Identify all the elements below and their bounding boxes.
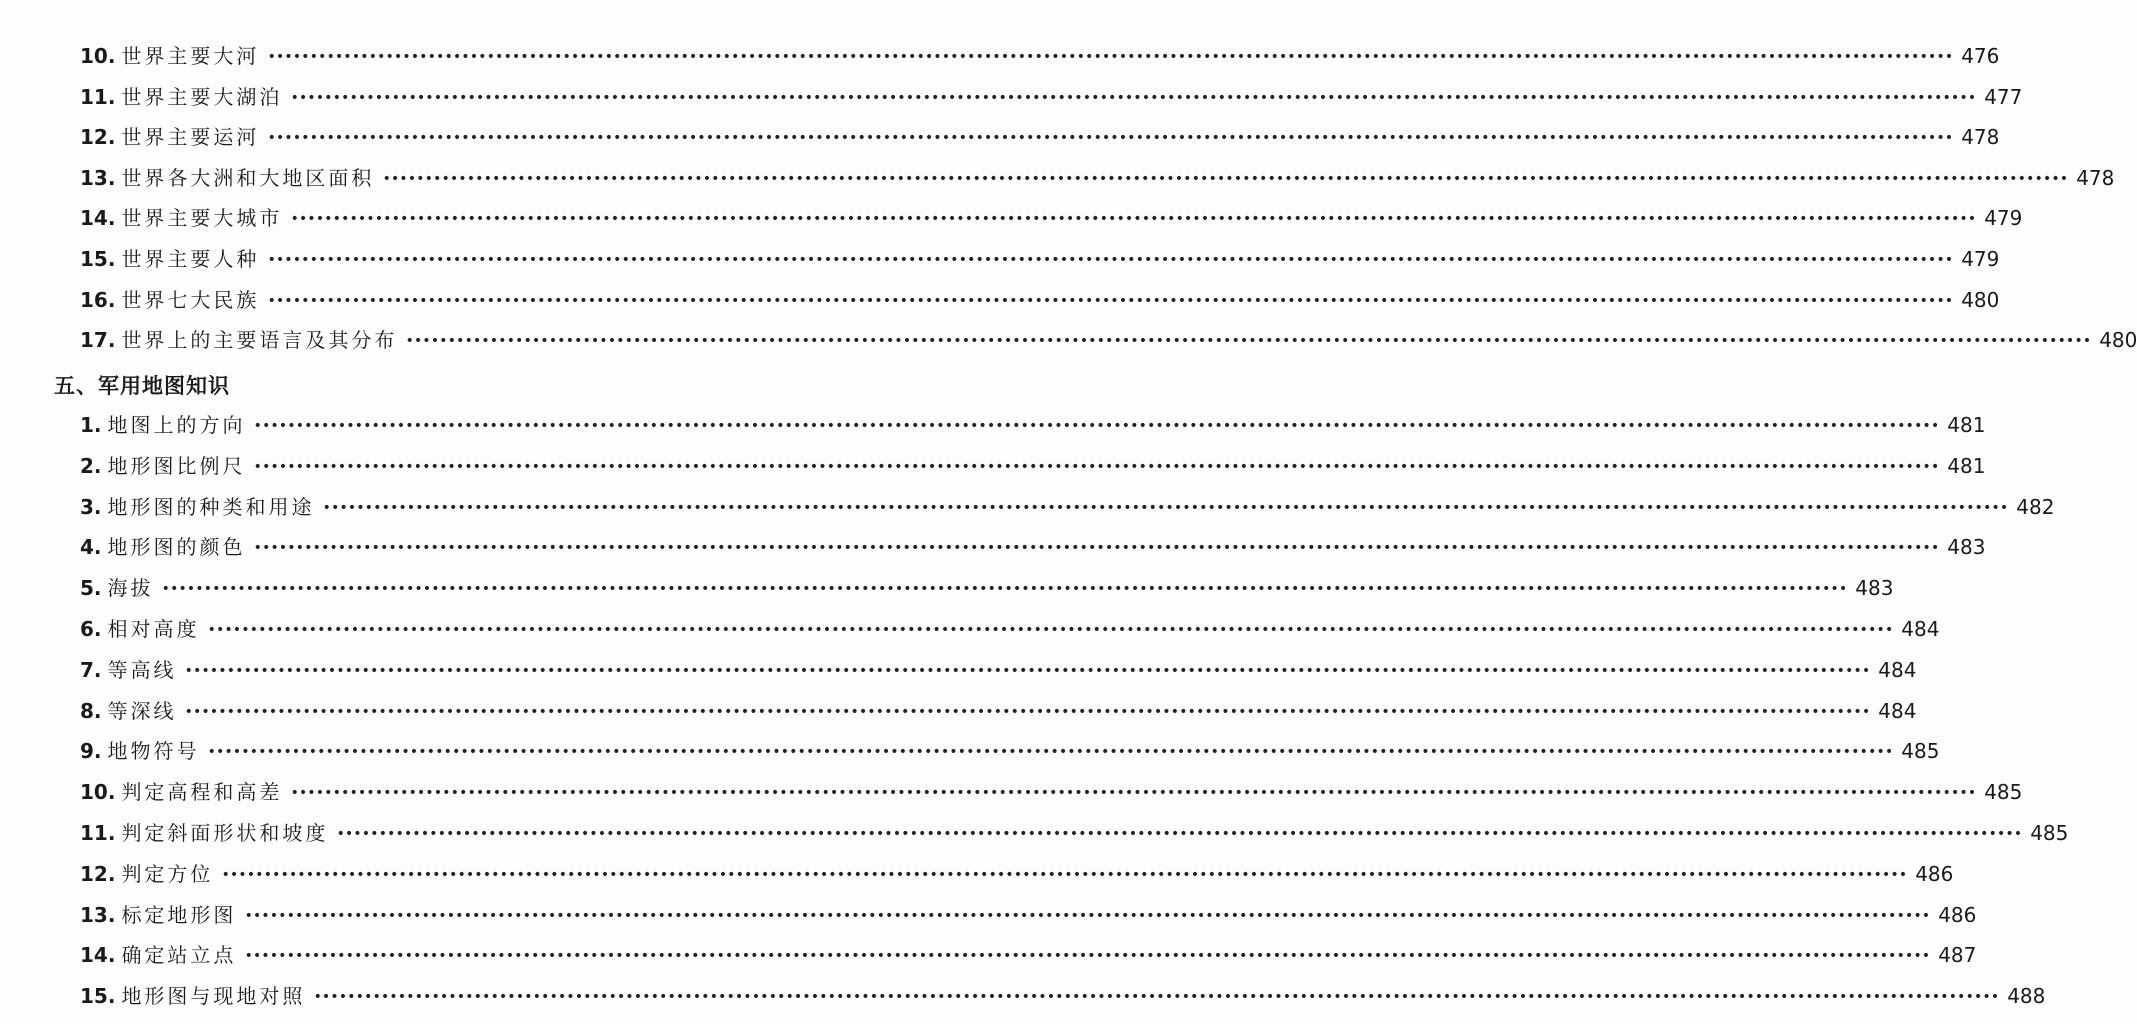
toc-entry-number: 16.	[80, 287, 116, 312]
toc-entry	[80, 284, 2000, 314]
toc-entry-page-number: 481	[1947, 453, 1986, 478]
toc-entry	[80, 324, 2137, 354]
toc-entry-title: 确定站立点	[121, 943, 237, 968]
toc-entry	[80, 81, 2023, 111]
toc-entry-number: 12.	[80, 861, 116, 886]
toc-entry-number: 11.	[80, 84, 116, 109]
toc-entry-number: 3.	[80, 494, 102, 519]
toc-dot-leader: ••••••••••••••••••••••••••••••••••••••••••••••••••••••••••••••••••••••••••••••••••••••••••••••••••••••••••••••••••••••••••••••••••••••••••••••••••••••••••••••••••••••••••••••••••••••••••••••••••••••••	[382, 170, 2069, 187]
toc-entry-title: 地物符号	[107, 739, 200, 764]
toc-entry-page-number: 479	[1984, 206, 2023, 231]
toc-dot-leader: ••••••••••••••••••••••••••••••••••••••••••••••••••••••••••••••••••••••••••••••••••••••••••••••••••••••••••••••••••••••••••••••••••••••••••••••••••••••••••••••••••••••••••••••••••••••••••••••••••••••••	[184, 662, 1871, 679]
toc-entry-number: 7.	[80, 657, 102, 682]
toc-dot-leader: ••••••••••••••••••••••••••••••••••••••••••••••••••••••••••••••••••••••••••••••••••••••••••••••••••••••••••••••••••••••••••••••••••••••••••••••••••••••••••••••••••••••••••••••••••••••••••••••••••••••••	[267, 49, 1954, 65]
toc-entry-number: 4.	[80, 535, 102, 560]
toc-dot-leader: ••••••••••••••••••••••••••••••••••••••••••••••••••••••••••••••••••••••••••••••••••••••••••••••••••••••••••••••••••••••••••••••••••••••••••••••••••••••••••••••••••••••••••••••••••••••••••••••••••••••••	[184, 703, 1871, 720]
toc-dot-leader: ••••••••••••••••••••••••••••••••••••••••••••••••••••••••••••••••••••••••••••••••••••••••••••••••••••••••••••••••••••••••••••••••••••••••••••••••••••••••••••••••••••••••••••••••••••••••••••••••••••••••	[267, 292, 1954, 309]
toc-entry-number: 13.	[80, 902, 116, 927]
toc-entry-title: 世界主要大城市	[121, 206, 283, 231]
toc-entry-number: 11.	[80, 821, 116, 845]
toc-entry-title: 地形图的种类和用途	[107, 494, 315, 519]
toc-entry-page-number: 484	[1878, 698, 1917, 723]
toc-entry	[80, 817, 2069, 847]
toc-entry-title: 标定地形图	[121, 902, 237, 927]
toc-entry-number: 12.	[80, 125, 116, 150]
toc-entry-title: 世界主要大河	[121, 44, 260, 68]
toc-dot-leader: ••••••••••••••••••••••••••••••••••••••••••••••••••••••••••••••••••••••••••••••••••••••••••••••••••••••••••••••••••••••••••••••••••••••••••••••••••••••••••••••••••••••••••••••••••••••••••••••••••••••••	[290, 785, 1977, 802]
toc-entry-page-number: 485	[2030, 821, 2069, 845]
toc-entry	[80, 939, 1977, 969]
toc-entry-page-number: 477	[1984, 84, 2023, 109]
toc-dot-leader: ••••••••••••••••••••••••••••••••••••••••••••••••••••••••••••••••••••••••••••••••••••••••••••••••••••••••••••••••••••••••••••••••••••••••••••••••••••••••••••••••••••••••••••••••••••••••••••••••••••••••	[313, 989, 2000, 1006]
toc-entry-number: 6.	[80, 617, 102, 641]
toc-entry-page-number: 484	[1901, 617, 1940, 641]
toc-entry-title: 世界上的主要语言及其分布	[121, 328, 398, 353]
toc-dot-leader: ••••••••••••••••••••••••••••••••••••••••••••••••••••••••••••••••••••••••••••••••••••••••••••••••••••••••••••••••••••••••••••••••••••••••••••••••••••••••••••••••••••••••••••••••••••••••••••••••••••••••	[253, 540, 1940, 557]
toc-entry-page-number: 479	[1961, 247, 2000, 271]
toc-entry-page-number: 481	[1947, 413, 1986, 437]
toc-entry-number: 14.	[80, 206, 116, 231]
toc-entry-number: 17.	[80, 328, 116, 353]
section-heading: 五、军用地图知识	[54, 374, 230, 398]
toc-entry-title: 判定方位	[121, 861, 214, 886]
toc-entry	[80, 491, 2055, 521]
toc-entry-page-number: 485	[1984, 780, 2023, 805]
toc-dot-leader: ••••••••••••••••••••••••••••••••••••••••••••••••••••••••••••••••••••••••••••••••••••••••••••••••••••••••••••••••••••••••••••••••••••••••••••••••••••••••••••••••••••••••••••••••••••••••••••••••••••••••	[207, 622, 1894, 638]
toc-entry	[80, 980, 2046, 1010]
toc-entry-page-number: 480	[2099, 328, 2137, 353]
toc-entry-title: 地图上的方向	[107, 413, 246, 437]
toc-entry	[80, 409, 1986, 439]
toc-entry-title: 世界主要人种	[121, 247, 260, 271]
toc-dot-leader: ••••••••••••••••••••••••••••••••••••••••••••••••••••••••••••••••••••••••••••••••••••••••••••••••••••••••••••••••••••••••••••••••••••••••••••••••••••••••••••••••••••••••••••••••••••••••••••••••••••••••	[253, 458, 1940, 475]
toc-entry-page-number: 476	[1961, 44, 2000, 68]
toc-entry-number: 10.	[80, 44, 116, 68]
toc-entry-title: 世界七大民族	[121, 287, 260, 312]
toc-dot-leader: ••••••••••••••••••••••••••••••••••••••••••••••••••••••••••••••••••••••••••••••••••••••••••••••••••••••••••••••••••••••••••••••••••••••••••••••••••••••••••••••••••••••••••••••••••••••••••••••••••••••••	[221, 866, 1908, 883]
toc-entry-number: 9.	[80, 739, 102, 764]
toc-entry	[80, 531, 1986, 561]
toc-dot-leader: ••••••••••••••••••••••••••••••••••••••••••••••••••••••••••••••••••••••••••••••••••••••••••••••••••••••••••••••••••••••••••••••••••••••••••••••••••••••••••••••••••••••••••••••••••••••••••••••••••••••••	[336, 826, 2023, 842]
toc-entry	[80, 613, 1940, 643]
toc-entry-number: 15.	[80, 984, 116, 1009]
toc-entry-title: 世界各大洲和大地区面积	[121, 165, 375, 190]
toc-entry-title: 地形图比例尺	[107, 453, 246, 478]
toc-entry	[80, 776, 2023, 806]
toc-dot-leader: ••••••••••••••••••••••••••••••••••••••••••••••••••••••••••••••••••••••••••••••••••••••••••••••••••••••••••••••••••••••••••••••••••••••••••••••••••••••••••••••••••••••••••••••••••••••••••••••••••••••••	[267, 130, 1954, 147]
toc-entry-title: 世界主要大湖泊	[121, 84, 283, 109]
toc-entry-number: 1.	[80, 413, 102, 437]
toc-dot-leader: ••••••••••••••••••••••••••••••••••••••••••••••••••••••••••••••••••••••••••••••••••••••••••••••••••••••••••••••••••••••••••••••••••••••••••••••••••••••••••••••••••••••••••••••••••••••••••••••••••••••••	[161, 581, 1848, 598]
toc-entry-title: 海拔	[107, 576, 154, 601]
toc-entry	[80, 899, 1977, 929]
toc-dot-leader: ••••••••••••••••••••••••••••••••••••••••••••••••••••••••••••••••••••••••••••••••••••••••••••••••••••••••••••••••••••••••••••••••••••••••••••••••••••••••••••••••••••••••••••••••••••••••••••••••••••••••	[253, 418, 1940, 434]
toc-entry	[80, 735, 1940, 765]
toc-dot-leader: ••••••••••••••••••••••••••••••••••••••••••••••••••••••••••••••••••••••••••••••••••••••••••••••••••••••••••••••••••••••••••••••••••••••••••••••••••••••••••••••••••••••••••••••••••••••••••••••••••••••••	[290, 211, 1977, 228]
toc-entry-number: 13.	[80, 165, 116, 190]
toc-entry-page-number: 486	[1915, 861, 1954, 886]
toc-entry-title: 世界主要运河	[121, 125, 260, 150]
toc-entry-number: 10.	[80, 780, 116, 805]
toc-entry-number: 15.	[80, 247, 116, 271]
toc-entry-page-number: 482	[2016, 494, 2055, 519]
toc-entry-title: 判定高程和高差	[121, 780, 283, 805]
toc-entry-title: 地形图的颜色	[107, 535, 246, 560]
toc-entry-number: 5.	[80, 576, 102, 601]
toc-entry-page-number: 488	[2007, 984, 2046, 1009]
toc-entry	[80, 243, 2000, 273]
toc-entry-page-number: 483	[1947, 535, 1986, 560]
toc-entry-title: 地形图与现地对照	[121, 984, 306, 1009]
toc-entry-page-number: 480	[1961, 287, 2000, 312]
toc-entry	[80, 572, 1894, 602]
toc-entry-title: 等高线	[107, 657, 177, 682]
toc-dot-leader: ••••••••••••••••••••••••••••••••••••••••••••••••••••••••••••••••••••••••••••••••••••••••••••••••••••••••••••••••••••••••••••••••••••••••••••••••••••••••••••••••••••••••••••••••••••••••••••••••••••••••	[207, 744, 1894, 761]
toc-entry	[80, 450, 1986, 480]
toc-entry	[80, 202, 2023, 232]
toc-dot-leader: ••••••••••••••••••••••••••••••••••••••••••••••••••••••••••••••••••••••••••••••••••••••••••••••••••••••••••••••••••••••••••••••••••••••••••••••••••••••••••••••••••••••••••••••••••••••••••••••••••••••••	[322, 499, 2009, 516]
toc-entry-page-number: 478	[1961, 125, 2000, 150]
toc-entry-page-number: 484	[1878, 657, 1917, 682]
toc-entry-page-number: 478	[2076, 165, 2115, 190]
toc-entry-number: 8.	[80, 698, 102, 723]
toc-entry-title: 判定斜面形状和坡度	[121, 821, 329, 845]
toc-entry-page-number: 486	[1938, 902, 1977, 927]
toc-entry-page-number: 487	[1938, 943, 1977, 968]
toc-entry-page-number: 485	[1901, 739, 1940, 764]
toc-entry-number: 14.	[80, 943, 116, 968]
toc-dot-leader: ••••••••••••••••••••••••••••••••••••••••••••••••••••••••••••••••••••••••••••••••••••••••••••••••••••••••••••••••••••••••••••••••••••••••••••••••••••••••••••••••••••••••••••••••••••••••••••••••••••••••	[405, 333, 2092, 350]
toc-entry	[80, 162, 2115, 192]
toc-entry-number: 2.	[80, 453, 102, 478]
toc-entry-title: 等深线	[107, 698, 177, 723]
toc-entry	[80, 695, 1917, 725]
toc-entry	[80, 858, 1954, 888]
toc-entry-title: 相对高度	[107, 617, 200, 641]
toc-dot-leader: ••••••••••••••••••••••••••••••••••••••••••••••••••••••••••••••••••••••••••••••••••••••••••••••••••••••••••••••••••••••••••••••••••••••••••••••••••••••••••••••••••••••••••••••••••••••••••••••••••••••••	[267, 252, 1954, 268]
toc-entry	[80, 121, 2000, 151]
toc-entry	[80, 40, 2000, 70]
toc-dot-leader: ••••••••••••••••••••••••••••••••••••••••••••••••••••••••••••••••••••••••••••••••••••••••••••••••••••••••••••••••••••••••••••••••••••••••••••••••••••••••••••••••••••••••••••••••••••••••••••••••••••••••	[244, 907, 1931, 924]
toc-dot-leader: ••••••••••••••••••••••••••••••••••••••••••••••••••••••••••••••••••••••••••••••••••••••••••••••••••••••••••••••••••••••••••••••••••••••••••••••••••••••••••••••••••••••••••••••••••••••••••••••••••••••••	[290, 89, 1977, 106]
toc-entry	[80, 654, 1917, 684]
toc-dot-leader: ••••••••••••••••••••••••••••••••••••••••••••••••••••••••••••••••••••••••••••••••••••••••••••••••••••••••••••••••••••••••••••••••••••••••••••••••••••••••••••••••••••••••••••••••••••••••••••••••••••••••	[244, 948, 1931, 965]
toc-entry-page-number: 483	[1855, 576, 1894, 601]
